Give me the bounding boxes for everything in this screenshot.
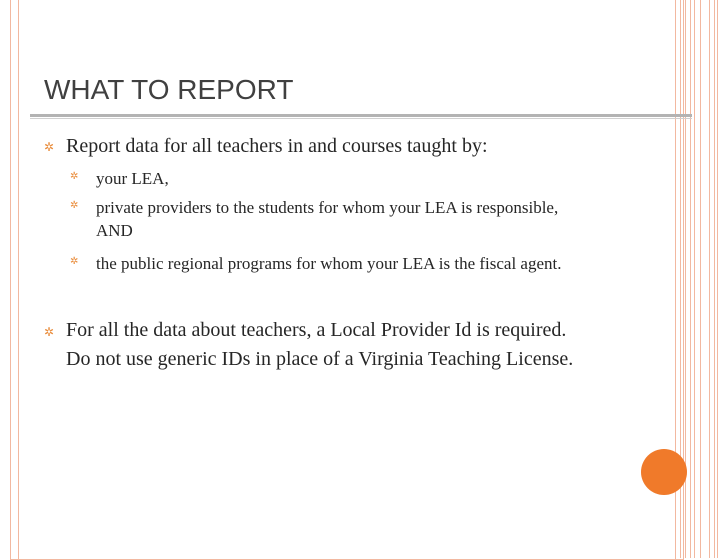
sun-bullet-icon: ✲: [70, 256, 79, 267]
title-divider-secondary: [30, 118, 692, 119]
decorative-rails: [680, 0, 720, 540]
sub-bullet-3-text: the public regional programs for whom your LEA is the fiscal agent.: [96, 254, 562, 273]
sun-bullet-icon: ✲: [44, 325, 55, 339]
title-divider: [30, 114, 692, 117]
sun-bullet-icon: ✲: [44, 140, 55, 154]
bullet-2-line2: Do not use generic IDs in place of a Virginia Teaching License.: [66, 348, 574, 370]
sub-bullet-2-line2: AND: [96, 221, 133, 240]
sun-bullet-icon: ✲: [70, 171, 79, 182]
accent-circle: [641, 449, 687, 495]
sub-bullet-1-text: your LEA,: [96, 169, 169, 188]
slide-title: WHAT TO REPORT: [44, 74, 294, 105]
bullet-1-text: Report data for all teachers in and courses taught by:: [66, 135, 488, 157]
sun-bullet-icon: ✲: [70, 200, 79, 211]
bullet-2-line1: For all the data about teachers, a Local Provider Id is required.: [66, 319, 567, 341]
sub-bullet-2-line1: private providers to the students for whom your LEA is responsible,: [96, 198, 559, 217]
